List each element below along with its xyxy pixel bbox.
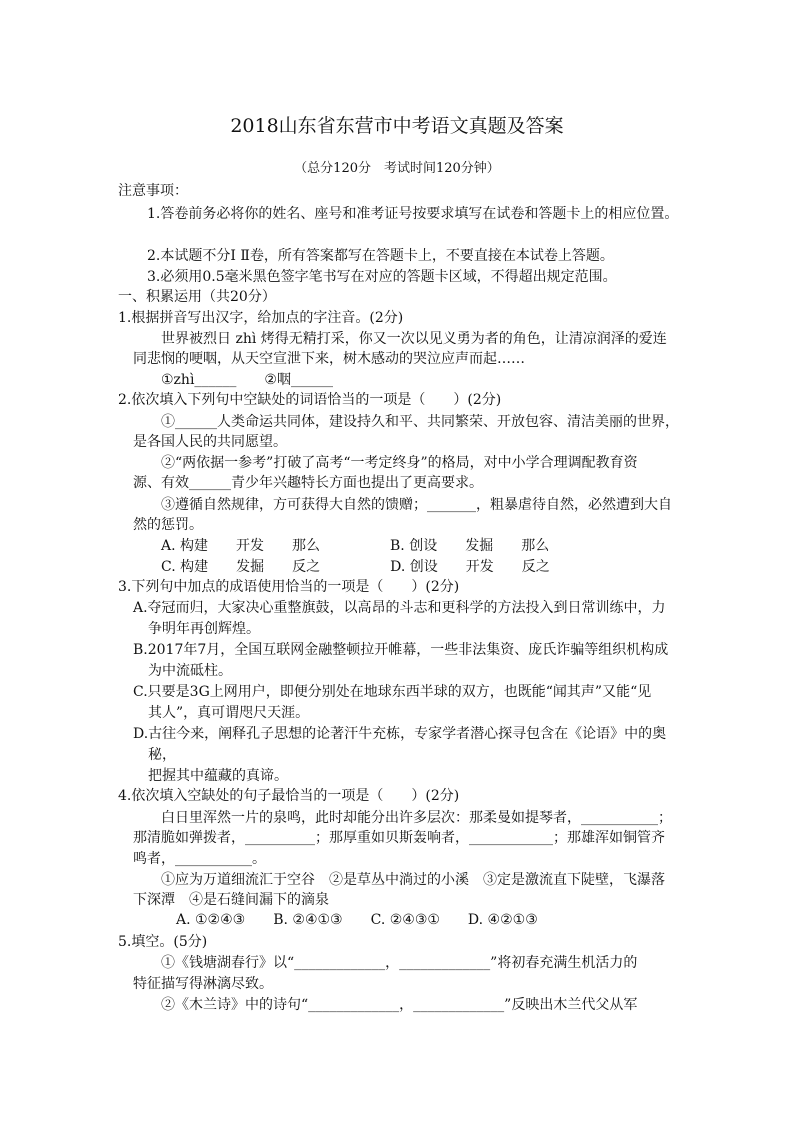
question-line: ②《木兰诗》中的诗句“_____________，_____________”反映出木兰代父从军	[161, 997, 638, 1013]
question-line: 2.依次填入下列句中空缺处的词语恰当的一项是（ ）(2分)	[118, 392, 502, 408]
option-line: 秘，	[148, 747, 176, 763]
note-line: 3.必须用0.5毫米黑色签字笔书写在对应的答题卡区域，不得超出规定范围。	[147, 269, 617, 285]
option-line: 为中流砥柱。	[148, 663, 232, 679]
question-line: 5.填空。(5分)	[118, 934, 208, 950]
option-line: D.古往今来，阐释孔子思想的论著汗牛充栋，专家学者潜心探寻包含在《论语》中的奥	[133, 726, 667, 742]
notes-heading: 注意事项：	[118, 183, 188, 199]
question-line: 然的惩罚。	[133, 517, 203, 533]
question-line: 源、有效______青少年兴趣特长方面也提出了更高要求。	[133, 475, 483, 491]
question-line: 那清脆如弹拨者，__________；那厚重如贝斯轰响者，____________；那雄浑如铜管齐	[133, 830, 665, 846]
question-line: 白日里浑然一片的泉鸣，此时却能分出许多层次：那柔曼如提琴者，___________；	[161, 810, 672, 826]
question-line: 特征描写得淋漓尽致。	[133, 976, 273, 992]
question-line: 下深潭 ④是石缝间漏下的滴泉	[133, 892, 329, 908]
option-line: 争明年再创辉煌。	[148, 621, 260, 637]
option-line: C. 构建 发掘 反之 D. 创设 开发 反之	[161, 559, 550, 575]
section-heading: 一、积累运用（共20分）	[118, 289, 276, 305]
note-line: 2.本试题不分Ⅰ Ⅱ卷，所有答案都写在答题卡上，不要直接在本试卷上答题。	[147, 248, 614, 264]
question-line: 1.根据拼音写出汉字，给加点的字注音。(2分)	[118, 310, 404, 326]
option-line: 其人”，真可谓咫尺天涯。	[148, 705, 310, 721]
question-line: 3.下列句中加点的成语使用恰当的一项是（ ）(2分)	[118, 579, 460, 595]
question-line: ③遵循自然规律，方可获得大自然的馈赠；_______，粗暴虐待自然，必然遭到大自	[161, 497, 672, 513]
option-line: B.2017年7月，全国互联网金融整顿拉开帷幕，一些非法集资、庞氏诈骗等组织机构成	[133, 642, 669, 658]
question-line: 是各国人民的共同愿望。	[133, 434, 287, 450]
option-line: 把握其中蕴藏的真谛。	[148, 768, 288, 784]
question-line: 同悲悯的哽咽，从天空宣泄下来，树木感动的哭泣应声而起……	[133, 351, 525, 367]
option-line: A.夺冠而归，大家决心重整旗鼓，以高昂的斗志和更科学的方法投入到日常训练中，力	[133, 600, 666, 616]
page-title: 2018山东省东营市中考语文真题及答案	[230, 115, 564, 137]
option-line: A. ①②④③ B. ②④①③ C. ②④③① D. ④②①③	[176, 912, 538, 928]
question-line: 4.依次填入空缺处的句子最恰当的一项是（ ）(2分)	[118, 788, 460, 804]
answer-blank-line: ①zhì______ ②咽______	[161, 372, 333, 388]
option-line: C.只要是3G上网用户，即便分别处在地球东西半球的双方，也既能“闻其声”又能“见	[133, 684, 652, 700]
question-line: 世界被烈日 zhì 烤得无精打采，你又一次以见义勇为者的角色，让清凉润泽的爱连	[161, 331, 667, 347]
question-line: ②“两依据一参考”打破了高考“一考定终身”的格局，对中小学合理调配教育资	[161, 455, 638, 471]
question-line: ①应为万道细流汇于空谷 ②是草丛中淌过的小溪 ③定是激流直下陡壁，飞瀑落	[161, 872, 665, 888]
question-line: 鸣者，___________。	[133, 851, 266, 867]
note-line: 1.答卷前务必将你的姓名、座号和准考证号按要求填写在试卷和答题卡上的相应位置。	[147, 206, 679, 222]
question-line: ①《钱塘湖春行》以“_____________，_____________”将初春充满生机活力的	[161, 955, 638, 971]
page-subtitle: （总分120分 考试时间120分钟）	[294, 161, 500, 176]
question-line: ①______人类命运共同体，建设持久和平、共同繁荣、开放包容、清洁美丽的世界，	[161, 414, 679, 430]
option-line: A. 构建 开发 那么 B. 创设 发掘 那么	[161, 538, 550, 554]
